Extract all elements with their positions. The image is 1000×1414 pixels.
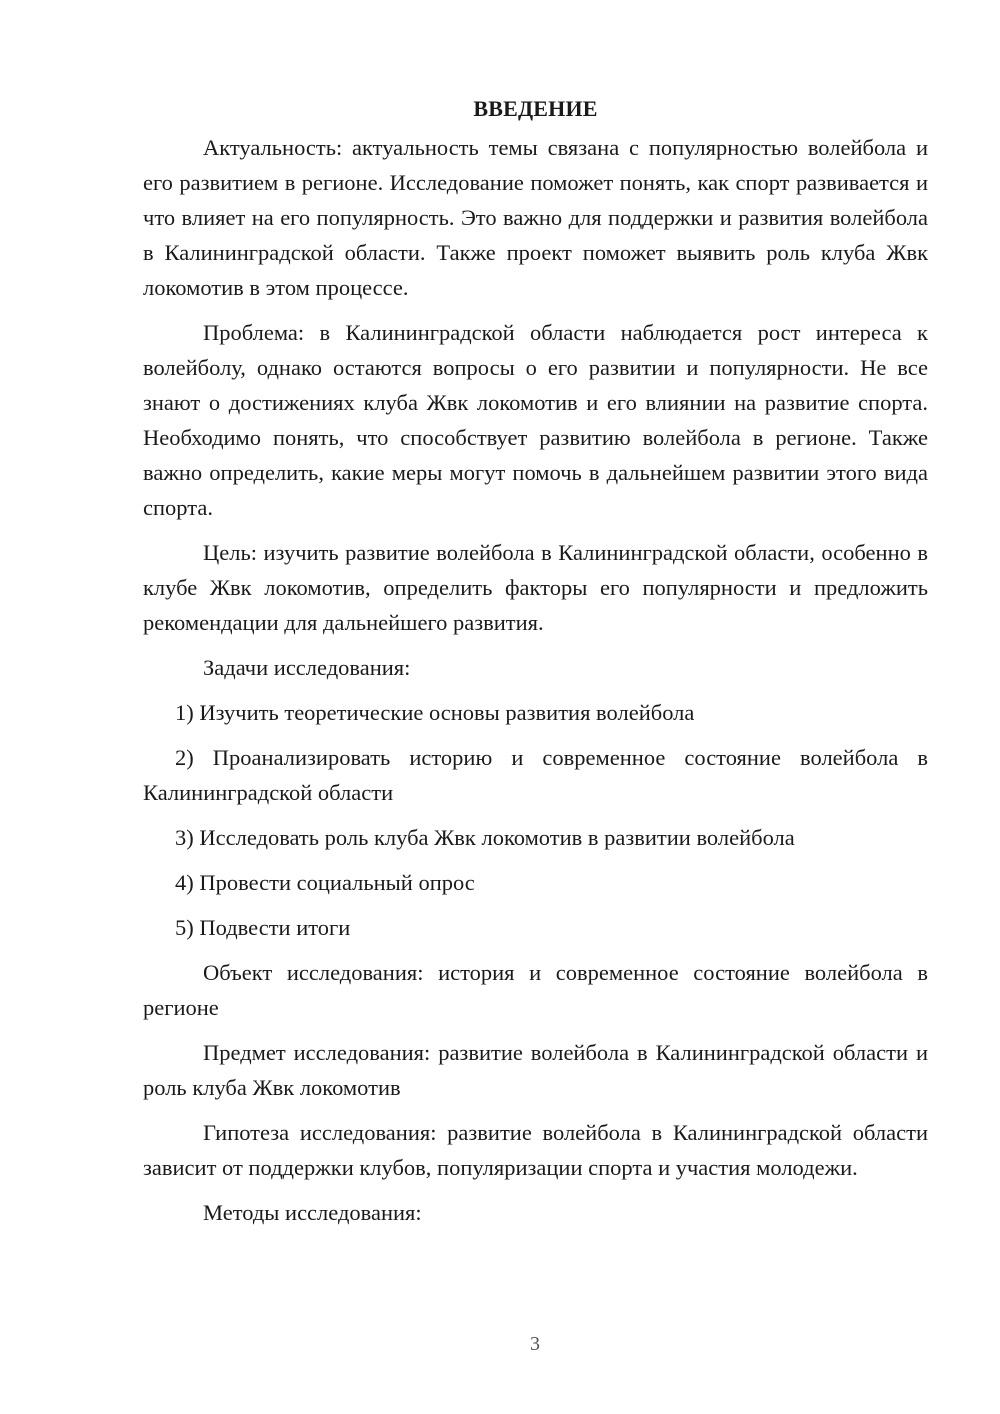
document-page [143,92,928,1240]
methods-heading: Методы исследования: [203,1200,422,1225]
page-title: ВВЕДЕНИЕ [473,96,598,121]
list-item: 3) Исследовать роль клуба Жвк локомотив в развитии волейбола [175,825,795,850]
paragraph-object: Объект исследования: история и современное состояние волейбола в регионе [143,960,928,1020]
paragraph-goal: Цель: изучить развитие волейбола в Калининградской области, особенно в клубе Жвк локомотив, определить факторы его популярности и предложить рекомендации для дальнейшего развития. [143,540,928,635]
page-number: 3 [530,1333,540,1355]
paragraph-relevance: Актуальность: актуальность темы связана с популярностью волейбола и его развитием в регионе. Исследование поможет понять, как спорт развивается и что влияет на его популярность. Это важно для поддержки и развития волейбола в Калининградской области. Также проект поможет выявить роль клуба Жвк локомотив в этом процессе. [143,135,928,300]
tasks-list [143,695,928,945]
list-item: 4) Провести социальный опрос [175,870,475,895]
list-item: 2) Проанализировать историю и современное состояние волейбола в Калининградской области [143,745,928,805]
tasks-heading: Задачи исследования: [203,655,411,680]
paragraph-subject: Предмет исследования: развитие волейбола в Калининградской области и роль клуба Жвк локомотив [143,1040,928,1100]
paragraph-hypothesis: Гипотеза исследования: развитие волейбола в Калининградской области зависит от поддержки клубов, популяризации спорта и участия молодежи. [143,1120,928,1180]
paragraph-problem: Проблема: в Калининградской области наблюдается рост интереса к волейболу, однако остаются вопросы о его развитии и популярности. Не все знают о достижениях клуба Жвк локомотив и его влиянии на развитие спорта. Необходимо понять, что способствует развитию волейбола в регионе. Также важно определить, какие меры могут помочь в дальнейшем развитии этого вида спорта. [143,320,928,520]
list-item: 1) Изучить теоретические основы развития волейбола [175,700,695,725]
list-item: 5) Подвести итоги [175,915,351,940]
